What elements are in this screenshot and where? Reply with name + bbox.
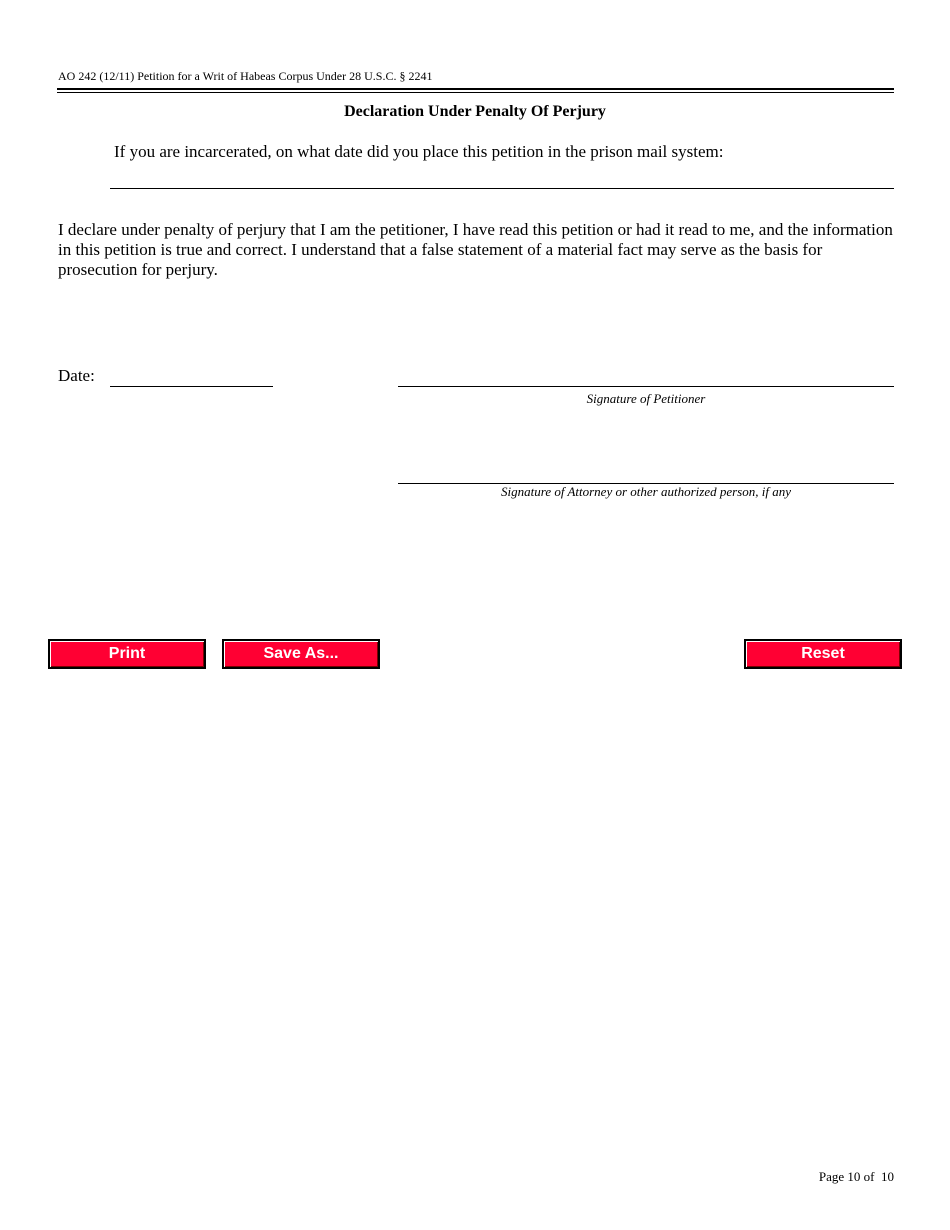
form-header: AO 242 (12/11) Petition for a Writ of Habeas Corpus Under 28 U.S.C. § 2241 [58,69,433,83]
print-button-label: Print [108,645,146,662]
declaration-text: I declare under penalty of perjury that I am the petitioner, I have read this petition or had it read to me, and the information in this petition is true and correct. I understand that a false statement of a material fact may serve as the basis for prosecution for perjury. [58,220,893,279]
print-button[interactable] [48,639,206,669]
save-as-button[interactable] [222,639,380,669]
save-as-button-label: Save As... [263,645,339,662]
header-divider-thick [57,88,894,90]
reset-button-label: Reset [801,645,845,662]
reset-button[interactable] [744,639,902,669]
petitioner-signature-label: Signature of Petitioner [586,391,706,406]
mail-date-question: If you are incarcerated, on what date did you place this petition in the prison mail system: [114,142,724,161]
date-field[interactable] [110,386,273,387]
petitioner-signature-field[interactable] [398,386,894,387]
page-indicator: Page 10 of 10 [818,1169,894,1184]
header-divider-thin [57,92,894,93]
date-label: Date: [58,366,95,385]
mail-date-field[interactable] [110,188,894,189]
section-title: Declaration Under Penalty Of Perjury [344,103,606,120]
attorney-signature-label: Signature of Attorney or other authorized person, if any [501,484,791,499]
